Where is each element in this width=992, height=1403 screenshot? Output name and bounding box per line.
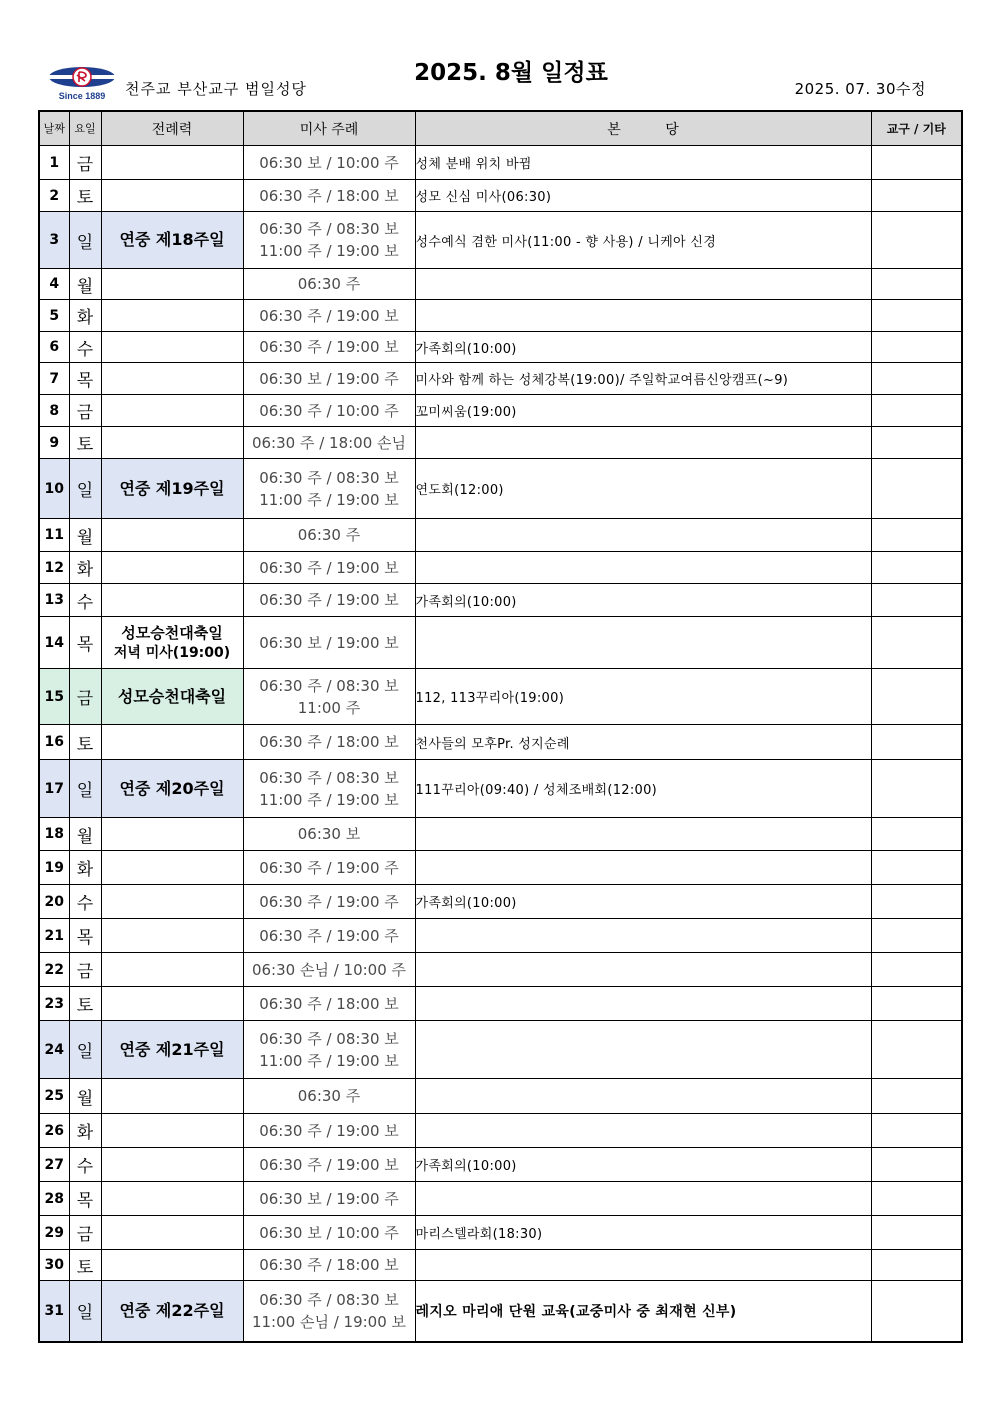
dow-cell: 화: [69, 300, 101, 332]
liturgy-cell: [101, 1148, 243, 1182]
mass-cell: [243, 300, 415, 332]
liturgy-cell: [101, 1250, 243, 1281]
liturgy-line: 연중 제19주일: [119, 478, 225, 498]
col-liturgy: 전례력: [101, 111, 243, 146]
date-cell: 3: [39, 212, 69, 269]
etc-cell: [871, 363, 962, 395]
table-row: [39, 459, 962, 519]
mass-line: 06:30 주 / 19:00 보: [259, 1121, 399, 1140]
liturgy-line: 연중 제18주일: [119, 230, 225, 249]
dow-cell: 목: [69, 1182, 101, 1216]
table-row: [39, 760, 962, 818]
table-row: [39, 332, 962, 363]
dow-cell: 일: [69, 1281, 101, 1342]
liturgy-cell: [101, 987, 243, 1021]
dow-cell: 월: [69, 269, 101, 300]
main-cell: 천사들의 모후Pr. 성지순례: [415, 725, 871, 760]
col-dow: 요일: [69, 111, 101, 146]
mass-cell: [243, 395, 415, 427]
main-cell: [415, 1182, 871, 1216]
table-row: [39, 885, 962, 919]
liturgy-line: 성모승천대축일: [117, 686, 227, 706]
main-cell: [415, 269, 871, 300]
mass-line: 06:30 주: [297, 526, 361, 544]
liturgy-cell: [101, 953, 243, 987]
mass-line: 06:30 보 / 10:00 주: [259, 1223, 399, 1242]
etc-cell: [871, 552, 962, 584]
dow-cell: 토: [69, 725, 101, 760]
table-row: [39, 584, 962, 617]
mass-cell: [243, 332, 415, 363]
mass-cell: [243, 552, 415, 584]
table-row: [39, 987, 962, 1021]
table-row: [39, 1281, 962, 1342]
table-row: [39, 851, 962, 885]
date-cell: 4: [39, 269, 69, 300]
date-cell: 30: [39, 1250, 69, 1281]
main-cell: 가족회의(10:00): [415, 885, 871, 919]
date-cell: 5: [39, 300, 69, 332]
etc-cell: [871, 1216, 962, 1250]
mass-cell: [243, 669, 415, 725]
date-cell: 21: [39, 919, 69, 953]
mass-line: 06:30 보 / 10:00 주: [259, 153, 399, 172]
etc-cell: [871, 669, 962, 725]
mass-line: 06:30 주 / 19:00 주: [259, 858, 399, 877]
main-cell: [415, 1114, 871, 1148]
etc-cell: [871, 818, 962, 851]
mass-cell: [243, 1148, 415, 1182]
mass-line: 06:30 주 / 08:30 보: [259, 768, 399, 787]
main-cell: [415, 427, 871, 459]
main-cell: [415, 919, 871, 953]
date-cell: 22: [39, 953, 69, 987]
mass-cell: [243, 269, 415, 300]
col-date: 날짜: [39, 111, 69, 146]
date-cell: 27: [39, 1148, 69, 1182]
dow-cell: 목: [69, 363, 101, 395]
main-cell: 마리스텔라회(18:30): [415, 1216, 871, 1250]
main-cell: 레지오 마리애 단원 교육(교중미사 중 최재현 신부): [415, 1281, 871, 1342]
mass-line: 06:30 보 / 19:00 주: [259, 1189, 399, 1208]
mass-line: 06:30 주 / 08:30 보: [259, 1029, 399, 1048]
mass-cell: [243, 987, 415, 1021]
mass-cell: [243, 760, 415, 818]
mass-cell: [243, 617, 415, 669]
date-cell: 9: [39, 427, 69, 459]
date-cell: 23: [39, 987, 69, 1021]
liturgy-cell: [101, 212, 243, 269]
mass-line: 06:30 주: [297, 275, 361, 293]
mass-cell: [243, 818, 415, 851]
mass-line: 11:00 주 / 19:00 보: [259, 242, 399, 260]
etc-cell: [871, 1021, 962, 1079]
parish-name: 천주교 부산교구 범일성당: [125, 80, 307, 98]
etc-cell: [871, 1079, 962, 1114]
date-cell: 19: [39, 851, 69, 885]
mass-line: 06:30 주 / 18:00 보: [259, 1256, 399, 1274]
liturgy-cell: [101, 919, 243, 953]
table-row: [39, 919, 962, 953]
mass-line: 06:30 주 / 18:00 보: [259, 186, 399, 205]
mass-cell: [243, 1182, 415, 1216]
table-row: [39, 1182, 962, 1216]
dow-cell: 수: [69, 332, 101, 363]
mass-cell: [243, 459, 415, 519]
liturgy-cell: [101, 269, 243, 300]
mass-cell: [243, 584, 415, 617]
liturgy-cell: [101, 427, 243, 459]
etc-cell: [871, 459, 962, 519]
dow-cell: 일: [69, 459, 101, 519]
mass-line: 06:30 주 / 19:00 주: [259, 892, 399, 911]
dow-cell: 일: [69, 1021, 101, 1079]
mass-cell: [243, 363, 415, 395]
main-cell: [415, 987, 871, 1021]
mass-cell: [243, 725, 415, 760]
etc-cell: [871, 851, 962, 885]
main-cell: [415, 552, 871, 584]
table-row: [39, 519, 962, 552]
date-cell: 16: [39, 725, 69, 760]
liturgy-cell: [101, 363, 243, 395]
header-row: [39, 111, 962, 146]
date-cell: 7: [39, 363, 69, 395]
dow-cell: 금: [69, 395, 101, 427]
main-cell: 가족회의(10:00): [415, 584, 871, 617]
mass-line: 06:30 주 / 08:30 보: [259, 676, 399, 695]
main-cell: 가족회의(10:00): [415, 1148, 871, 1182]
mass-cell: [243, 427, 415, 459]
liturgy-cell: [101, 584, 243, 617]
mass-line: 06:30 보 / 19:00 보: [259, 633, 399, 652]
mass-cell: [243, 1281, 415, 1342]
etc-cell: [871, 953, 962, 987]
mass-cell: [243, 212, 415, 269]
liturgy-line: 연중 제21주일: [119, 1039, 225, 1059]
main-cell: [415, 1079, 871, 1114]
dow-cell: 수: [69, 584, 101, 617]
main-cell: 112, 113꾸리아(19:00): [415, 669, 871, 725]
etc-cell: [871, 1250, 962, 1281]
schedule-table: [38, 110, 963, 1343]
table-row: [39, 617, 962, 669]
liturgy-line: 연중 제22주일: [119, 1300, 225, 1320]
etc-cell: [871, 146, 962, 180]
date-cell: 26: [39, 1114, 69, 1148]
mass-line: 06:30 손님 / 10:00 주: [251, 960, 407, 979]
mass-line: 06:30 주 / 19:00 보: [259, 558, 399, 577]
mass-line: 06:30 주 / 18:00 보: [259, 994, 399, 1013]
dow-cell: 금: [69, 1216, 101, 1250]
liturgy-cell: [101, 851, 243, 885]
liturgy-cell: [101, 760, 243, 818]
liturgy-cell: [101, 885, 243, 919]
dow-cell: 토: [69, 1250, 101, 1281]
mass-cell: [243, 919, 415, 953]
table-row: [39, 1250, 962, 1281]
liturgy-line: 성모승천대축일: [121, 623, 223, 642]
mass-line: 06:30 보 / 19:00 주: [259, 369, 399, 388]
date-cell: 6: [39, 332, 69, 363]
table-row: [39, 1021, 962, 1079]
col-etc: 교구 / 기타: [871, 111, 962, 146]
table-row: [39, 180, 962, 212]
table-row: [39, 1079, 962, 1114]
etc-cell: [871, 1114, 962, 1148]
etc-cell: [871, 395, 962, 427]
mass-line: 06:30 주 / 10:00 주: [259, 401, 399, 420]
mass-line: 06:30 주 / 08:30 보: [259, 468, 399, 487]
date-cell: 14: [39, 617, 69, 669]
liturgy-cell: [101, 1281, 243, 1342]
table-row: [39, 363, 962, 395]
etc-cell: [871, 617, 962, 669]
mass-line: 06:30 주 / 08:30 보: [259, 220, 399, 238]
mass-line: 11:00 주: [297, 698, 361, 717]
dow-cell: 화: [69, 552, 101, 584]
mass-line: 11:00 주 / 19:00 보: [259, 1051, 399, 1070]
mass-line: 06:30 주 / 19:00 보: [259, 338, 399, 356]
dow-cell: 월: [69, 519, 101, 552]
date-cell: 29: [39, 1216, 69, 1250]
main-cell: 연도회(12:00): [415, 459, 871, 519]
table-row: [39, 146, 962, 180]
dow-cell: 토: [69, 987, 101, 1021]
table-row: [39, 212, 962, 269]
mass-line: 11:00 손님 / 19:00 보: [251, 1312, 407, 1331]
dow-cell: 월: [69, 818, 101, 851]
liturgy-cell: [101, 459, 243, 519]
mass-line: 06:30 주 / 08:30 보: [259, 1290, 399, 1309]
dow-cell: 토: [69, 180, 101, 212]
table-row: [39, 427, 962, 459]
date-cell: 1: [39, 146, 69, 180]
mass-cell: [243, 146, 415, 180]
mass-line: 06:30 주 / 18:00 손님: [251, 433, 407, 452]
date-cell: 15: [39, 669, 69, 725]
mass-cell: [243, 1216, 415, 1250]
dow-cell: 화: [69, 1114, 101, 1148]
main-cell: 꼬미씨움(19:00): [415, 395, 871, 427]
table-row: [39, 395, 962, 427]
dow-cell: 일: [69, 212, 101, 269]
dow-cell: 금: [69, 669, 101, 725]
main-cell: 가족회의(10:00): [415, 332, 871, 363]
dow-cell: 수: [69, 885, 101, 919]
etc-cell: [871, 1182, 962, 1216]
date-cell: 28: [39, 1182, 69, 1216]
date-cell: 11: [39, 519, 69, 552]
date-cell: 2: [39, 180, 69, 212]
etc-cell: [871, 987, 962, 1021]
main-cell: [415, 818, 871, 851]
liturgy-cell: [101, 1182, 243, 1216]
dow-cell: 토: [69, 427, 101, 459]
date-cell: 20: [39, 885, 69, 919]
etc-cell: [871, 725, 962, 760]
mass-line: 06:30 주: [297, 1087, 361, 1105]
liturgy-line: 저녁 미사(19:00): [113, 644, 231, 661]
etc-cell: [871, 180, 962, 212]
mass-cell: [243, 180, 415, 212]
dow-cell: 금: [69, 953, 101, 987]
mass-cell: [243, 885, 415, 919]
table-row: [39, 1114, 962, 1148]
liturgy-cell: [101, 180, 243, 212]
liturgy-cell: [101, 332, 243, 363]
liturgy-cell: [101, 1079, 243, 1114]
dow-cell: 목: [69, 919, 101, 953]
date-cell: 31: [39, 1281, 69, 1342]
mass-line: 06:30 주 / 19:00 주: [259, 926, 399, 945]
mass-line: 06:30 주 / 19:00 보: [259, 591, 399, 609]
etc-cell: [871, 584, 962, 617]
mass-cell: [243, 851, 415, 885]
etc-cell: [871, 332, 962, 363]
etc-cell: [871, 1281, 962, 1342]
liturgy-cell: [101, 669, 243, 725]
date-cell: 17: [39, 760, 69, 818]
mass-line: 11:00 주 / 19:00 보: [259, 490, 399, 509]
mass-line: 06:30 주 / 18:00 보: [259, 733, 399, 751]
liturgy-cell: [101, 1021, 243, 1079]
liturgy-cell: [101, 725, 243, 760]
main-cell: 미사와 함께 하는 성체강복(19:00)/ 주일학교여름신앙캠프(~9): [415, 363, 871, 395]
mass-cell: [243, 953, 415, 987]
table-row: [39, 1216, 962, 1250]
etc-cell: [871, 427, 962, 459]
etc-cell: [871, 885, 962, 919]
table-row: [39, 552, 962, 584]
liturgy-cell: [101, 300, 243, 332]
mass-line: 06:30 주 / 19:00 보: [259, 306, 399, 325]
etc-cell: [871, 919, 962, 953]
table-row: [39, 725, 962, 760]
main-cell: [415, 300, 871, 332]
date-cell: 24: [39, 1021, 69, 1079]
mass-cell: [243, 1021, 415, 1079]
liturgy-cell: [101, 552, 243, 584]
table-row: [39, 269, 962, 300]
main-cell: [415, 1021, 871, 1079]
mass-cell: [243, 1114, 415, 1148]
etc-cell: [871, 300, 962, 332]
liturgy-cell: [101, 1114, 243, 1148]
mass-cell: [243, 1079, 415, 1114]
table-row: [39, 669, 962, 725]
dow-cell: 일: [69, 760, 101, 818]
liturgy-cell: [101, 1216, 243, 1250]
table-row: [39, 953, 962, 987]
etc-cell: [871, 519, 962, 552]
liturgy-cell: [101, 617, 243, 669]
liturgy-cell: [101, 818, 243, 851]
date-cell: 8: [39, 395, 69, 427]
dow-cell: 목: [69, 617, 101, 669]
main-cell: [415, 953, 871, 987]
page-title: 2025. 8월 일정표: [414, 60, 608, 86]
col-main: 본 당: [415, 111, 871, 146]
mass-line: 06:30 보: [297, 825, 361, 843]
table-row: [39, 818, 962, 851]
liturgy-line: 연중 제20주일: [119, 778, 225, 798]
main-cell: 성체 분배 위치 바뀜: [415, 146, 871, 180]
etc-cell: [871, 212, 962, 269]
dow-cell: 화: [69, 851, 101, 885]
date-cell: 18: [39, 818, 69, 851]
date-cell: 10: [39, 459, 69, 519]
date-cell: 25: [39, 1079, 69, 1114]
mass-cell: [243, 1250, 415, 1281]
revision-date: 2025. 07. 30수정: [794, 80, 926, 98]
mass-cell: [243, 519, 415, 552]
liturgy-cell: [101, 395, 243, 427]
main-cell: [415, 617, 871, 669]
main-cell: [415, 519, 871, 552]
main-cell: 성모 신심 미사(06:30): [415, 180, 871, 212]
liturgy-cell: [101, 519, 243, 552]
dow-cell: 월: [69, 1079, 101, 1114]
main-cell: [415, 1250, 871, 1281]
liturgy-cell: [101, 146, 243, 180]
date-cell: 12: [39, 552, 69, 584]
main-cell: 성수예식 겸한 미사(11:00 - 향 사용) / 니케아 신경: [415, 212, 871, 269]
main-cell: [415, 851, 871, 885]
table-row: [39, 300, 962, 332]
dow-cell: 금: [69, 146, 101, 180]
col-mass: 미사 주례: [243, 111, 415, 146]
etc-cell: [871, 1148, 962, 1182]
date-cell: 13: [39, 584, 69, 617]
table-row: [39, 1148, 962, 1182]
mass-line: 11:00 주 / 19:00 보: [259, 790, 399, 809]
etc-cell: [871, 760, 962, 818]
svg-text:Since 1889: Since 1889: [58, 91, 106, 101]
etc-cell: [871, 269, 962, 300]
dow-cell: 수: [69, 1148, 101, 1182]
mass-line: 06:30 주 / 19:00 보: [259, 1155, 399, 1174]
main-cell: 111꾸리아(09:40) / 성체조배회(12:00): [415, 760, 871, 818]
